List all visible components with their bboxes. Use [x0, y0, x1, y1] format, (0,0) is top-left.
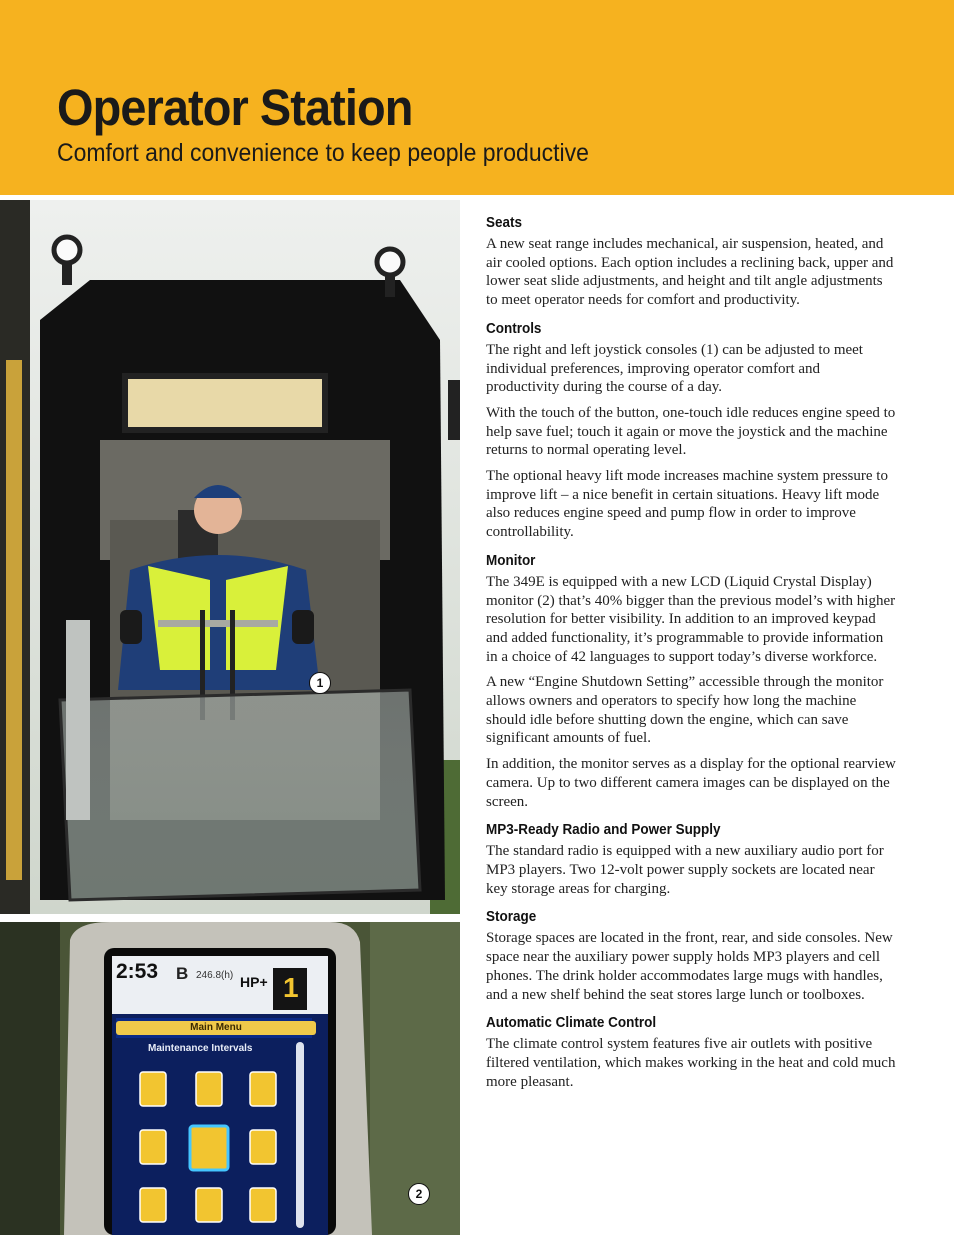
monitor-hours: 246.8(h): [196, 970, 234, 981]
callout-1: 1: [309, 672, 331, 694]
page-title: Operator Station: [57, 79, 413, 136]
section-heading: Monitor: [486, 552, 536, 569]
section-monitor: [486, 551, 896, 811]
monitor-menu-title: Main Menu: [190, 1022, 242, 1033]
monitor-number: 1: [283, 972, 299, 1003]
section-paragraph: A new “Engine Shutdown Setting” accessible through the monitor allows owners and operators to specify how long the machine should idle before shutting down the engine, which can save significant amounts of fuel.: [486, 674, 884, 747]
section-automatic-climate-control: [486, 1013, 896, 1091]
section-heading: MP3-Ready Radio and Power Supply: [486, 822, 721, 839]
section-seats: [486, 213, 896, 310]
section-controls: [486, 319, 896, 542]
section-heading: Automatic Climate Control: [486, 1015, 657, 1032]
text-column: [486, 213, 896, 1100]
section-heading: Seats: [486, 215, 522, 231]
section-paragraph: The right and left joystick consoles (1) can be adjusted to meet individual preferences, improving operator comfort and productivity during the course of a day.: [486, 341, 863, 396]
section-paragraph: In addition, the monitor serves as a display for the optional rearview camera. Up to two different camera images can be displayed on the screen.: [486, 756, 896, 810]
section-paragraph: The optional heavy lift mode increases machine system pressure to improve lift – a nice benefit in certain situations. Heavy lift mode also reduces engine speed and pump flow in order to improve controllability.: [486, 468, 888, 541]
callout-2: 2: [408, 1183, 430, 1205]
section-paragraph: The 349E is equipped with a new LCD (Liquid Crystal Display) monitor (2) that’s 40% bigger than the previous model’s with higher resolution for better visibility. In addition to an improved keypad and added functionality, it’s programmable to provide information in a choice of 42 languages to support today’s diverse workforce.: [486, 573, 896, 665]
section-paragraph: Storage spaces are located in the front, rear, and side consoles. New space near the auxiliary power supply holds MP3 players and cell phones. The drink holder accommodates large mugs with handles, and a new shelf behind the seat stores large lunch or toolboxes.: [486, 930, 893, 1003]
section-paragraph: The climate control system features five air outlets with positive filtered ventilation, which makes working in the heat and cold much more pleasant.: [486, 1036, 896, 1090]
section-storage: [486, 907, 896, 1004]
monitor-submenu-title: Maintenance Intervals: [148, 1043, 253, 1054]
monitor-illustration: [0, 922, 460, 1235]
section-heading: Storage: [486, 909, 537, 926]
section-paragraph: The standard radio is equipped with a new auxiliary audio port for MP3 players. Two 12-volt power supply sockets are located near key storage areas for charging.: [486, 843, 884, 897]
section-paragraph: With the touch of the button, one-touch idle reduces engine speed to help save fuel; touch it again or move the joystick and the machine returns to normal operating level.: [486, 404, 896, 459]
section-heading: Controls: [486, 320, 542, 337]
section-mp3-ready-radio-and-power-supply: [486, 820, 896, 898]
header-banner: [0, 0, 954, 195]
page-subtitle: Comfort and convenience to keep people productive: [57, 139, 589, 167]
cab-illustration: [0, 200, 460, 914]
monitor-time: 2:53: [116, 960, 159, 983]
monitor-photo: [0, 922, 460, 1235]
cab-photo: [0, 200, 460, 914]
monitor-mode-letter: B: [176, 964, 189, 983]
monitor-power-mode: HP+: [240, 974, 268, 990]
section-paragraph: A new seat range includes mechanical, air suspension, heated, and air cooled options. Each option includes a reclining back, upper and lower seat slide adjustments, and height and tilt angle adjustments to meet operator needs for comfort and productivity.: [486, 236, 894, 309]
